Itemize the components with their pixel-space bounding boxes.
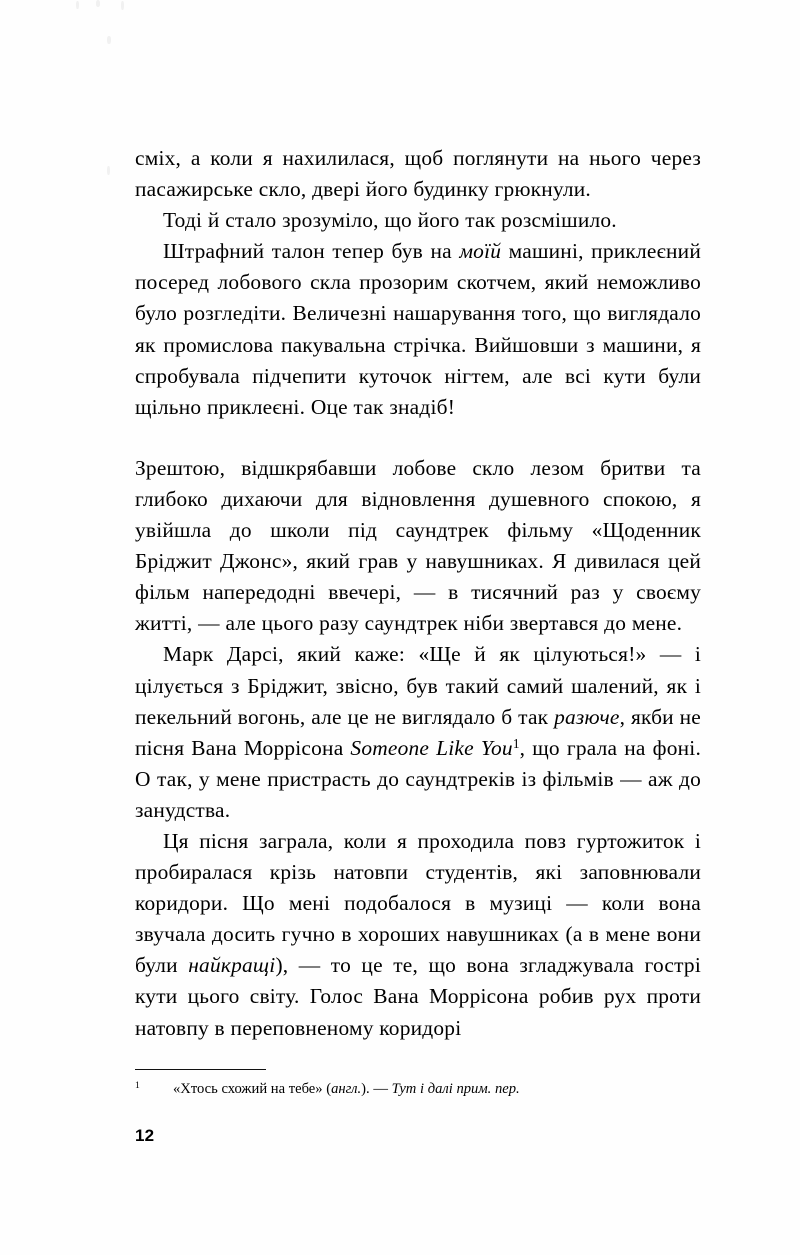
- footnote-entry: 1 «Хтось схожий на тебе» (англ.). — Тут і далі прим. пер.: [135, 1079, 520, 1097]
- scan-artifact: [107, 36, 111, 44]
- footnote-text-part-1: «Хтось схожий на тебе» (: [173, 1081, 332, 1097]
- footnote-separator-rule: [135, 1069, 266, 1070]
- paragraph-5-text-part-2: , якби не пісня Вана Моррісона: [135, 704, 701, 760]
- paragraph-6-text-part-1: Ця пісня заграла, коли я проходила повз гуртожиток і пробиралася крізь натовпи студентів, які заповнювали коридори. Що мені подобалося в музиці — коли вона звучала досить гучно в хороших навушниках (а в мене вони були: [135, 828, 701, 978]
- body-text-block: [135, 143, 701, 1044]
- paragraph-3: [135, 236, 701, 423]
- paragraph-3-text-part-1: Штрафний талон тепер був на: [163, 239, 460, 264]
- paragraph-2-text: Тоді й стало зрозуміло, що його так розсмішило.: [163, 208, 617, 233]
- paragraph-5-text-part-3: , що грала на фоні. О так, у мене пристрасть до саундтреків із фільмів — аж до занудства.: [135, 735, 702, 822]
- footnote-text-part-2: ). —: [361, 1081, 392, 1097]
- paragraph-5-emphasis-1: разюче: [554, 704, 620, 729]
- paragraph-1: [135, 143, 701, 205]
- footnote-translator-note: Тут і далі прим. пер.: [391, 1081, 520, 1097]
- paragraph-1-text: сміх, а коли я нахилилася, щоб поглянути на нього через пасажирське скло, двері його будинку грюкнули.: [135, 146, 701, 202]
- paragraph-block-separator: [135, 423, 701, 453]
- footnote-reference-marker[interactable]: 1: [512, 735, 520, 751]
- paragraph-6-text-part-2: ), — то це те, що вона згладжувала гострі кути цього світу. Голос Вана Моррісона робив рух проти натовпу в переповненому коридорі: [135, 953, 701, 1040]
- scan-artifact: [76, 1, 79, 9]
- paragraph-3-text-part-2: машині, приклеєний посеред лобового скла прозорим скотчем, який неможливо було розгледіти. Величезні нашарування того, що виглядало як промислова пакувальна стрічка. Вийшовши з машини, я спробувала підчепити куточок нігтем, але всі кути були щільно приклеєні. Оце так знадіб!: [135, 239, 701, 419]
- paragraph-4-text: Зрештою, відшкрябавши лобове скло лезом бритви та глибоко дихаючи для відновлення душевного спокою, я увійшла до школи під саундтрек фільму «Щоденник Бріджит Джонс», який грав у навушниках. Я дивилася цей фільм напередодні ввечері, — в тисячний раз у своєму житті, — але цього разу саундтрек ніби звертався до мене.: [135, 455, 701, 636]
- scan-artifact: [107, 166, 110, 175]
- paragraph-2: [135, 205, 701, 236]
- footnote-area: [135, 1069, 701, 1099]
- paragraph-3-emphasis-1: моїй: [459, 239, 502, 264]
- scan-artifact: [96, 0, 100, 7]
- paragraph-4: [135, 453, 701, 640]
- paragraph-6-emphasis-1: найкращі: [188, 953, 276, 978]
- page-number: 12: [135, 1126, 155, 1145]
- paragraph-5: [135, 639, 701, 826]
- paragraph-5-text-part-1: Марк Дарсі, який каже: «Ще й як цілуються!» — і цілується з Бріджит, звісно, був такий самий шалений, як і пекельний вогонь, але це не виглядало б так: [135, 642, 701, 729]
- scan-artifact: [121, 1, 124, 10]
- footnote-language-abbr: англ.: [331, 1081, 362, 1097]
- paragraph-5-song-title: Someone Like You: [350, 735, 513, 760]
- paragraph-6: [135, 826, 701, 1044]
